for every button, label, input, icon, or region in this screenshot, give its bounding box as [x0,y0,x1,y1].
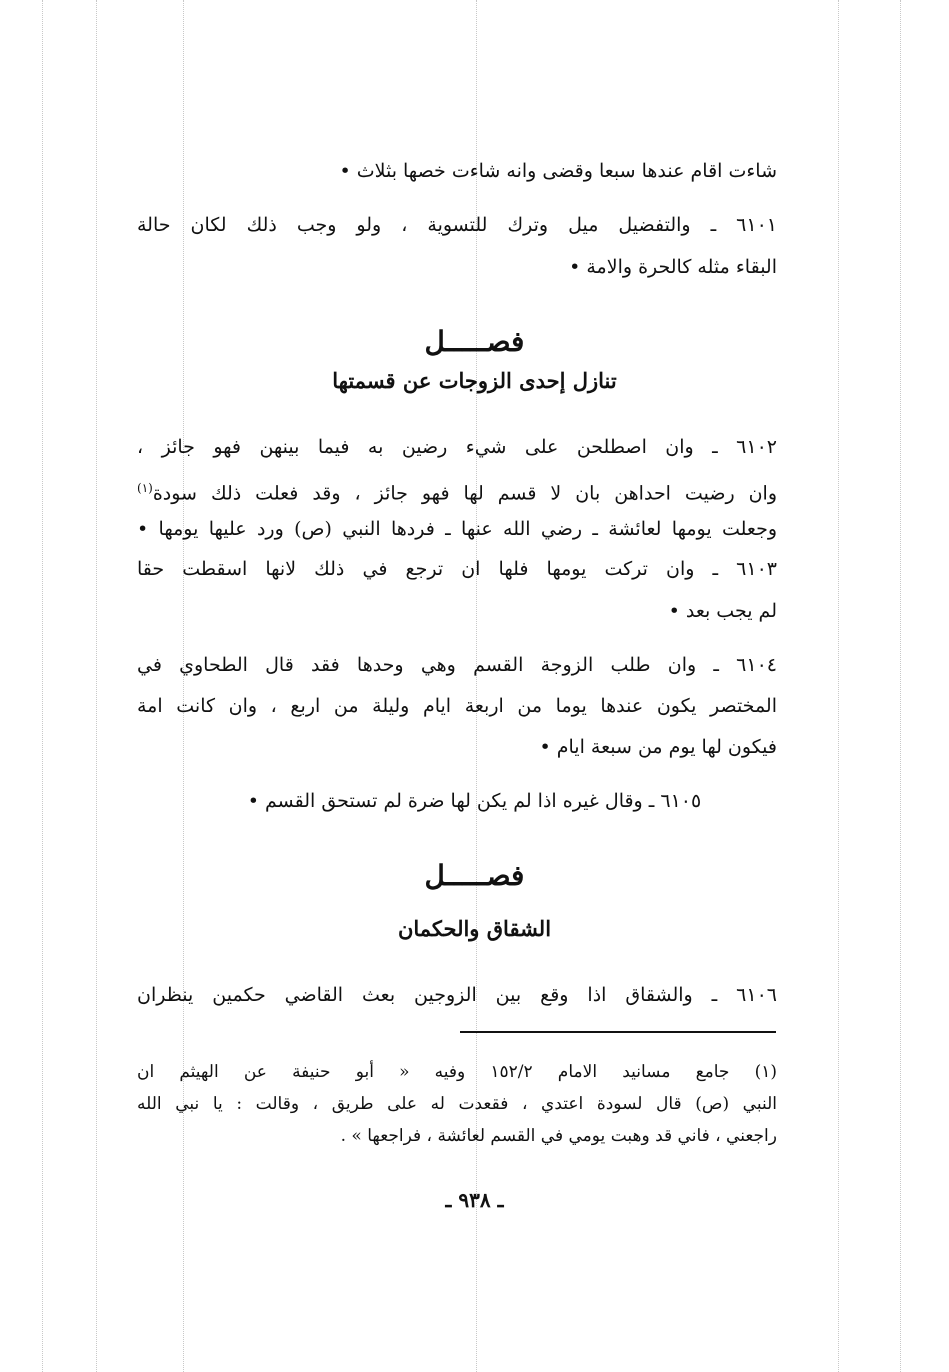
section-marker [0,324,949,360]
paragraph-6106-line: ٦١٠٦ ـ والشقاق اذا وقع بين الزوجين بعث القاضي حكمين ينظران [137,984,777,1006]
scan-dotted-line [183,0,184,1372]
scan-dotted-line [838,0,839,1372]
scan-dotted-line [900,0,901,1372]
section-marker [0,858,949,894]
footnote-separator [460,1031,776,1033]
paragraph-6104-line: ٦١٠٤ ـ وان طلب الزوجة القسم وهي وحدها فقد قال الطحاوي في [137,654,777,676]
paragraph-6103-line: ٦١٠٣ ـ وان تركت يومها فلها ان ترجع في ذلك لانها اسقطت حقا [137,558,777,580]
text-line: شاءت اقام عندها سبعا وقضى وانه شاءت خصها بثلاث • [339,160,777,182]
paragraph-6102-line [137,475,777,506]
footnote-reference: (١) [137,481,153,495]
footnote-line: النبي (ص) قال لسودة اعتدي ، فقعدت له على طريق ، وقالت : يا نبي الله [137,1094,777,1114]
paragraph-6102-text: وان رضيت احداهن بان لا قسم لها فهو جائز ، وقد فعلت ذلك سودة [152,482,777,505]
section-title: الشقاق والحكمان [397,916,552,941]
paragraph-6104-line: المختصر يكون عندها يوما من اربعة ايام وليلة من اربع ، وان كانت امة [137,695,777,717]
fasl-label: فصـــــل [424,325,525,358]
scan-dotted-line [96,0,97,1372]
paragraph-6101-line: ٦١٠١ ـ والتفضيل ميل وترك للتسوية ، ولو وجب ذلك لكان حالة [137,214,777,236]
footnote-line: راجعني ، فاني قد وهبت يومي في القسم لعائشة ، فراجعها » . [340,1126,777,1146]
scan-dotted-line [42,0,43,1372]
footnote-line: (١) جامع مسانيد الامام ١٥٢/٢ وفيه « أبو حنيفة عن الهيثم ان [137,1062,777,1082]
paragraph-6105: ٦١٠٥ ـ وقال غيره اذا لم يكن لها ضرة لم تستحق القسم • [247,790,702,812]
paragraph-6101-line: البقاء مثله كالحرة والامة • [569,256,777,278]
paragraph-6102-line: ٦١٠٢ ـ وان اصطلحن على شيء رضين به فيما بينهن فهو جائز ، [137,436,777,458]
paragraph-6102-line: وجعلت يومها لعائشة ـ رضي الله عنها ـ فردها النبي (ص) ورد عليها يومها • [137,518,777,540]
paragraph-6103-line: لم يجب بعد • [668,600,777,622]
section-title: تنازل إحدى الزوجات عن قسمتها [332,368,617,393]
page-number: ـ ٩٣٨ ـ [445,1188,504,1212]
paragraph-6104-line: فيكون لها يوم من سبعة ايام • [539,736,777,758]
scan-dotted-line [476,0,477,1372]
fasl-label: فصـــــل [424,859,525,892]
